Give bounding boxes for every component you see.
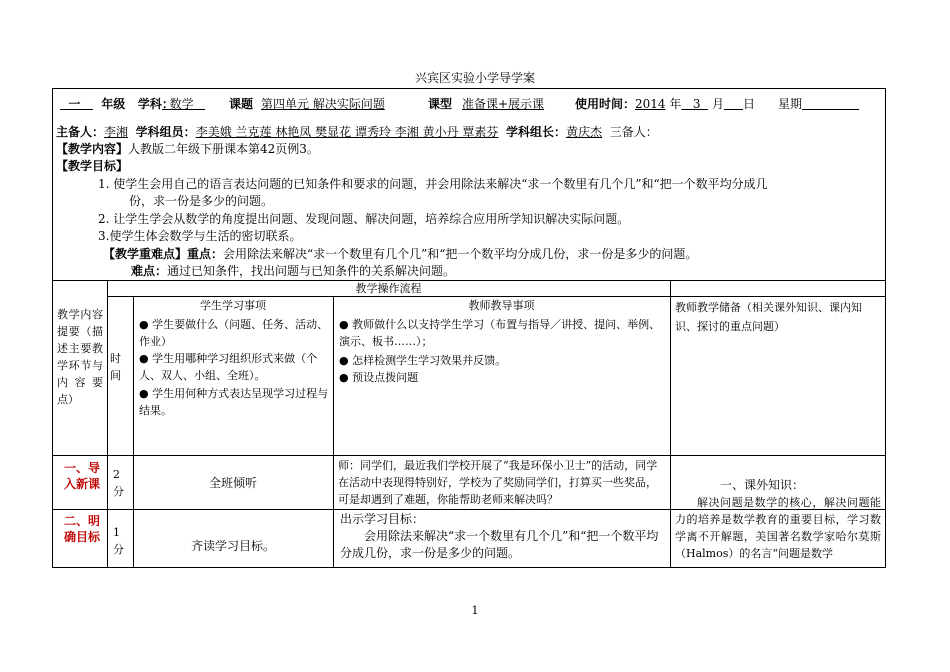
- student-item: ● 学生要做什么（问题、任务、活动、作业）: [139, 318, 329, 348]
- table-divider: [333, 296, 334, 568]
- teacher-item: ● 预设点拨问题: [339, 371, 419, 384]
- page-number: 1: [471, 604, 479, 617]
- teacher-item: ● 怎样检测学生学习效果并反馈。: [339, 354, 507, 367]
- row-teacher-goal: 会用除法来解决“求一个数里有几个几”和“把一个数平均分成几份，求一份是多少的问题。: [340, 529, 659, 560]
- flow-title: 教学操作流程: [355, 282, 422, 295]
- stage-intro: 一、导入新课: [63, 461, 100, 491]
- reserve-text: 解决问题是数学的核心，解决问题能力的培养是数学教育的重要目标，学习数学离不开解题，美国著名数学家哈尔莫斯（Halmos）的名言“问题是数学: [675, 496, 881, 560]
- table-divider: [52, 455, 886, 456]
- teacher-item: ● 教师做什么以支持学生学习（布置与指导／讲授、提问、举例、演示、板书……）；: [339, 318, 661, 348]
- student-item: ● 学生用哪种学习组织形式来做（个人、双人、小组、全班）。: [139, 352, 318, 382]
- row-time: 1分: [113, 526, 124, 556]
- row-teacher-activity: 师：同学们，最近我们学校开展了“我是环保小卫士”的活动，同学在活动中表现得特别好，学校为了奖励同学们，打算买一些奖品，可是却遇到了难题，你能帮助老师来解决吗？: [338, 459, 658, 506]
- subject-value: 数学: [169, 97, 194, 111]
- table-divider: [133, 296, 134, 568]
- student-item: ● 学生用何种方式表达呈现学习过程与结果。: [139, 387, 329, 417]
- table-divider: [107, 280, 108, 568]
- row-student-activity: 齐读学习目标。: [190, 539, 275, 553]
- grade-field: 一 年级 学科：: [68, 97, 174, 111]
- reserve-heading: 教师教学储备（相关课外知识、课内知识、探讨的重点问题）: [675, 301, 862, 333]
- goals-heading: 【教学目标】: [56, 159, 129, 173]
- goal-2: 2. 让学生学会从数学的角度提出问题、发现问题、解决问题，培养综合应用所学知识解决实际问题。: [98, 212, 630, 226]
- topic-value: 第四单元 解决实际问题: [261, 97, 385, 111]
- preparers-line: 主备人：李湘 学科组员：李美娥 兰克莲 林艳凤 樊显花 谭秀玲 李湘 黄小丹 覃素芬 学科组长：黄庆杰 三备人：: [56, 125, 658, 139]
- reserve-subheading: 一、课外知识：: [720, 478, 805, 492]
- row-teacher-activity: 出示学习目标：: [340, 512, 425, 526]
- lesson-type-value: 准备课+展示课: [462, 97, 545, 111]
- document-title: 兴宾区实验小学导学案: [414, 71, 535, 85]
- lesson-type-label: 课型: [428, 97, 453, 111]
- use-time-value: 2014 年 3 月 日 星期: [635, 97, 802, 111]
- difficult-point: 难点：通过已知条件，找出问题与已知条件的关系解决问题。: [131, 264, 456, 278]
- key-point: 【教学重难点】重点：会用除法来解决“求一个数里有几个几”和“把一个数平均分成几份，求一份是多少的问题。: [103, 247, 698, 261]
- row-student-activity: 全班倾听: [208, 476, 257, 490]
- use-time-label: 使用时间：: [575, 97, 636, 111]
- flow-col-summary: 教学内容提要（描述主要教学环节与内容要点）: [57, 308, 103, 406]
- goal-1-cont: 份，求一份是多少的问题。: [129, 194, 274, 208]
- topic-label: 课题: [229, 97, 254, 111]
- goal-3: 3.使学生体会数学与生活的密切联系。: [98, 229, 302, 243]
- teacher-heading: 教师教导事项: [468, 299, 535, 312]
- goal-1: 1. 使学生会用自己的语言表达问题的已知条件和要求的问题，并会用除法来解决“求一个数里有几个几”和“把一个数平均分成几: [98, 177, 768, 191]
- student-heading: 学生学习事项: [200, 299, 266, 312]
- teaching-content: 【教学内容】人教版二年级下册课本第42页例3。: [56, 142, 319, 156]
- table-divider: [670, 280, 671, 568]
- row-time: 2分: [113, 468, 124, 498]
- flow-col-time: 时间: [110, 352, 121, 382]
- stage-goals: 二、明确目标: [63, 514, 100, 544]
